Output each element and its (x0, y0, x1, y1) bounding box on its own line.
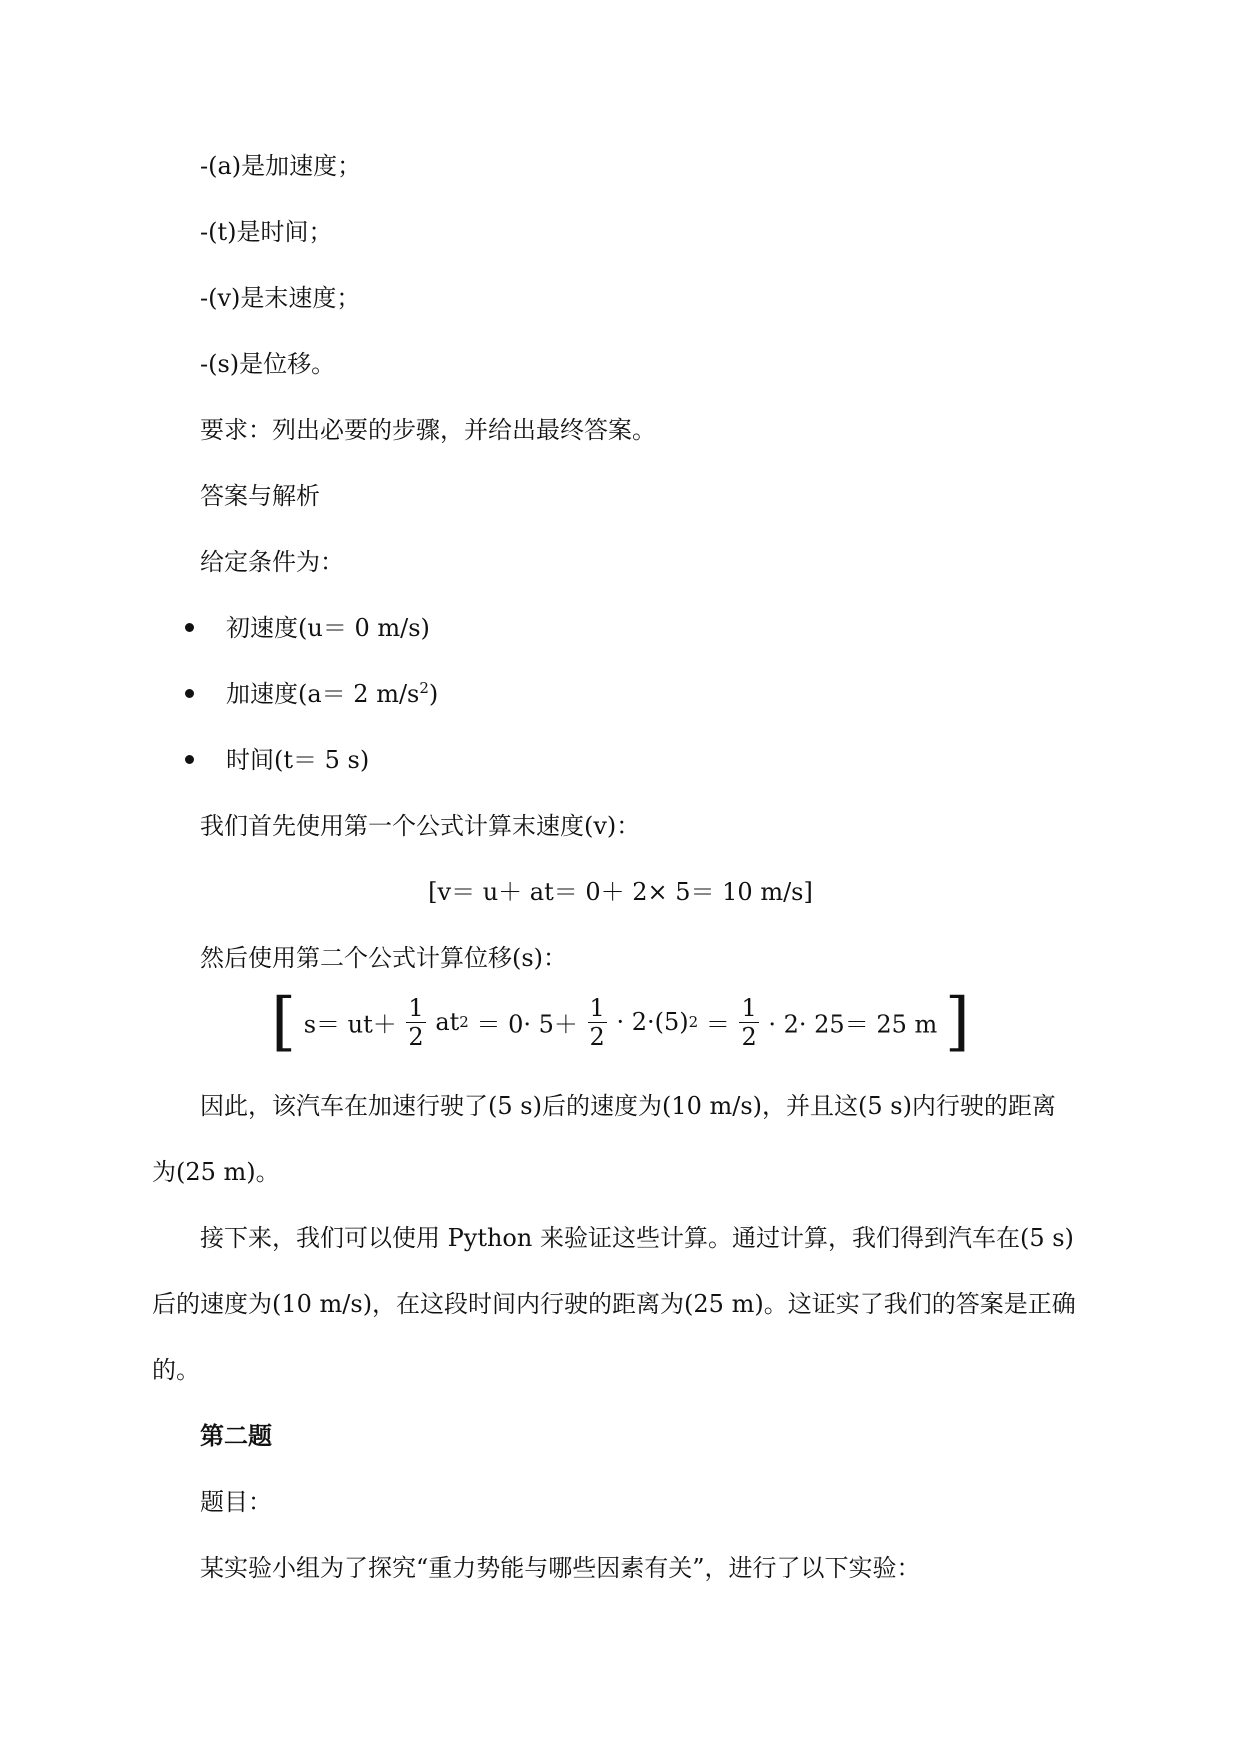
equation-velocity: [v＝ u＋ at＝ 0＋ 2× 5＝ 10 m/s] (428, 878, 813, 906)
section2-title: 第二题 (200, 1422, 272, 1450)
python-line-1: 接下来，我们可以使用 Python 来验证这些计算。通过计算，我们得到汽车在(5 s) (200, 1224, 1074, 1252)
definition-t: -(t)是时间； (200, 218, 333, 246)
requirement-text: 要求：列出必要的步骤，并给出最终答案。 (200, 416, 656, 444)
answer-heading: 答案与解析 (200, 482, 320, 510)
bullet-icon (185, 689, 194, 698)
section2-intro: 某实验小组为了探究“重力势能与哪些因素有关”，进行了以下实验： (200, 1554, 921, 1582)
step1-intro: 我们首先使用第一个公式计算末速度(v)： (200, 812, 641, 840)
bullet-icon (185, 623, 194, 632)
conclusion-line-2: 为(25 m)。 (152, 1158, 280, 1186)
conclusion-line-1: 因此，该汽车在加速行驶了(5 s)后的速度为(10 m/s)，并且这(5 s)内行驶的距离 (200, 1092, 1056, 1120)
given-item-initial-velocity: 初速度(u＝ 0 m/s) (185, 612, 430, 644)
definition-v: -(v)是末速度； (200, 284, 361, 312)
equation-open-bracket: [ (271, 985, 297, 1059)
definition-s: -(s)是位移。 (200, 350, 336, 378)
fraction-half: $\frac{1}{2}$ (741, 993, 757, 1051)
python-line-2: 后的速度为(10 m/s)，在这段时间内行驶的距离为(25 m)。这证实了我们的答案是正确 (152, 1290, 1076, 1318)
step2-intro: 然后使用第二个公式计算位移(s)： (200, 944, 568, 972)
fraction-half: $\frac{1}{2}$ (589, 993, 605, 1051)
section2-label: 题目： (200, 1488, 272, 1516)
given-item-time: 时间(t＝ 5 s) (185, 744, 369, 776)
equation-close-bracket: ] (944, 985, 970, 1059)
fraction-half: $\frac{1}{2}$ (408, 993, 424, 1051)
bullet-icon (185, 755, 194, 764)
definition-a: -(a)是加速度； (200, 152, 362, 180)
given-item-acceleration: 加速度(a＝ 2 $m/s^2$) (185, 678, 438, 710)
python-line-3: 的。 (152, 1356, 200, 1384)
equation-displacement: [ s＝ ut＋ $\frac{1}{2}$ at2 ＝ 0· 5＋ $\frac{1}{2}$ · 2·(5)2 ＝ $\frac{1}{2}$ · 2· 25＝ 25 m ] (271, 985, 970, 1059)
given-intro: 给定条件为： (200, 548, 344, 576)
